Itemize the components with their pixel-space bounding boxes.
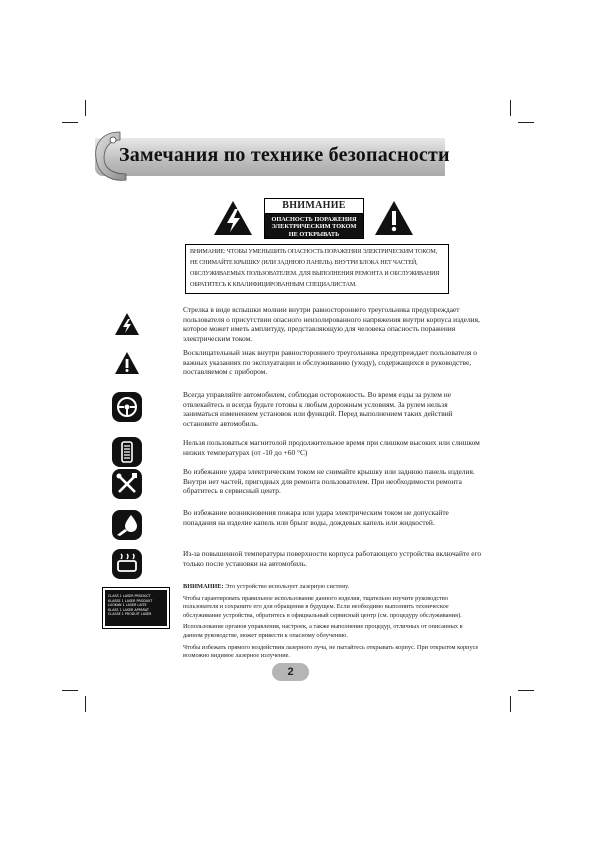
crop-mark <box>85 100 86 116</box>
crop-mark <box>518 122 534 123</box>
lightning-triangle-icon <box>213 200 253 236</box>
laser-warning <box>183 583 483 664</box>
exclamation-triangle-icon <box>114 351 140 375</box>
laser-class-text: CLASS 1 LASER PRODUCT KLASSE 1 LASER PRODUKT LUOKAN 1 LASER LAITE KLASS 1 LASER APPARAT CLASSE 1 PRODUIT LASER <box>105 590 167 626</box>
exclamation-triangle-icon <box>374 200 414 236</box>
caution-box <box>264 198 364 239</box>
caution-heading: ВНИМАНИЕ <box>265 199 363 214</box>
laser-class-label <box>102 587 170 629</box>
crop-mark <box>518 690 534 691</box>
crop-mark <box>510 100 511 116</box>
lightning-explanation: Стрелка в виде вспышки молнии внутри равностороннего треугольника предупреждает пользователя о присутствии опасного неизолированного напряжения внутри корпуса изделия, которое может иметь амплитуду, представляющую для человека опасность поражения электрическим током. <box>183 305 480 343</box>
laser-lead-rest: Это устройство использует лазерную систему. <box>223 583 350 590</box>
crop-mark <box>85 696 86 712</box>
crop-mark <box>62 690 78 691</box>
page-number: 2 <box>272 663 309 681</box>
crop-mark <box>510 696 511 712</box>
warning-notice: ВНИМАНИЕ: ЧТОБЫ УМЕНЬШИТЬ ОПАСНОСТЬ ПОРАЖЕНИЯ ЭЛЕКТРИЧЕСКИМ ТОКОМ, НЕ СНИМАЙТЕ КРЫШКУ (ИЛИ ЗАДНЮЮ ПАНЕЛЬ). ВНУТРИ БЛОКА НЕТ ЧАСТЕЙ, ОБСЛУЖИВАЕМЫХ ПОЛЬЗОВАТЕЛЕМ. ДЛЯ ВЫПОЛНЕНИЯ РЕМОНТА И ОБСЛУЖИВАНИЯ ОБРАТИТЕСЬ К КВАЛИФИЦИРОВАННЫМ СПЕЦИАЛИСТАМ. <box>185 244 449 294</box>
water-drop-icon <box>111 509 143 541</box>
thermometer-icon <box>111 436 143 468</box>
page-title: Замечания по технике безопасности <box>119 144 450 166</box>
crop-mark <box>62 122 78 123</box>
caution-subtext: ОПАСНОСТЬ ПОРАЖЕНИЯ ЭЛЕКТРИЧЕСКИМ ТОКОМ НЕ ОТКРЫВАТЬ <box>265 214 363 238</box>
hot-surface-note: Из-за повышенной температуры поверхности корпуса работающего устройства включайте его только после установки на автомобиль. <box>183 549 482 568</box>
laser-paragraph: Чтобы избежать прямого воздействия лазерного луча, не пытайтесь открывать корпус. При открытом корпусе возможно видимое лазерное излучение. <box>183 643 479 660</box>
temperature-note: Нельзя пользоваться магнитолой продолжительное время при слишком высоких или слишком низких температурах (от -10 до +60 °C) <box>183 438 480 457</box>
lightning-triangle-icon <box>114 312 140 336</box>
electric-shock-note: Во избежание удара электрическим током не снимайте крышку или заднюю панель изделия. Внутри нет частей, пригодных для ремонта пользователем. При необходимости ремонта обратитесь в сервисный центр. <box>183 467 475 496</box>
hot-surface-icon <box>111 548 143 580</box>
exclamation-explanation: Восклицательный знак внутри равностороннего треугольника предупреждает пользователя о важных указаниях по эксплуатации и обслуживанию (уходу), содержащихся в руководстве, поставляемом с прибором. <box>183 348 477 377</box>
steering-wheel-icon <box>111 391 143 423</box>
laser-paragraph: Чтобы гарантировать правильное использование данного изделия, тщательно изучите руководство пользователя и сохраните его для обращения в будущем. Если необходимо выполнить техническое обслуживание устройства, обратитесь в официальный сервисный центр (см. процедуру обслуживания). <box>183 594 462 619</box>
laser-paragraph: Использование органов управления, настроек, а также выполнение процедур, отличных от описанных в данном руководстве, может привести к опасному облучению. <box>183 623 463 639</box>
tools-icon <box>111 468 143 500</box>
fire-water-note: Во избежание возникновения пожара или удара электрическим током не допускайте попадания на изделие капель или брызг воды, дождевых капель или жидкостей. <box>183 508 449 527</box>
laser-lead: ВНИМАНИЕ: <box>183 583 224 590</box>
driving-safety-note: Всегда управляйте автомобилем, соблюдая осторожность. Во время езды за рулем не отвлекайтесь и всегда будьте готовы к любым дорожным условиям. За рулем нельзя заниматься изменением установок или функций. Перед выполнением таких действий остановите автомобиль. <box>183 390 453 428</box>
